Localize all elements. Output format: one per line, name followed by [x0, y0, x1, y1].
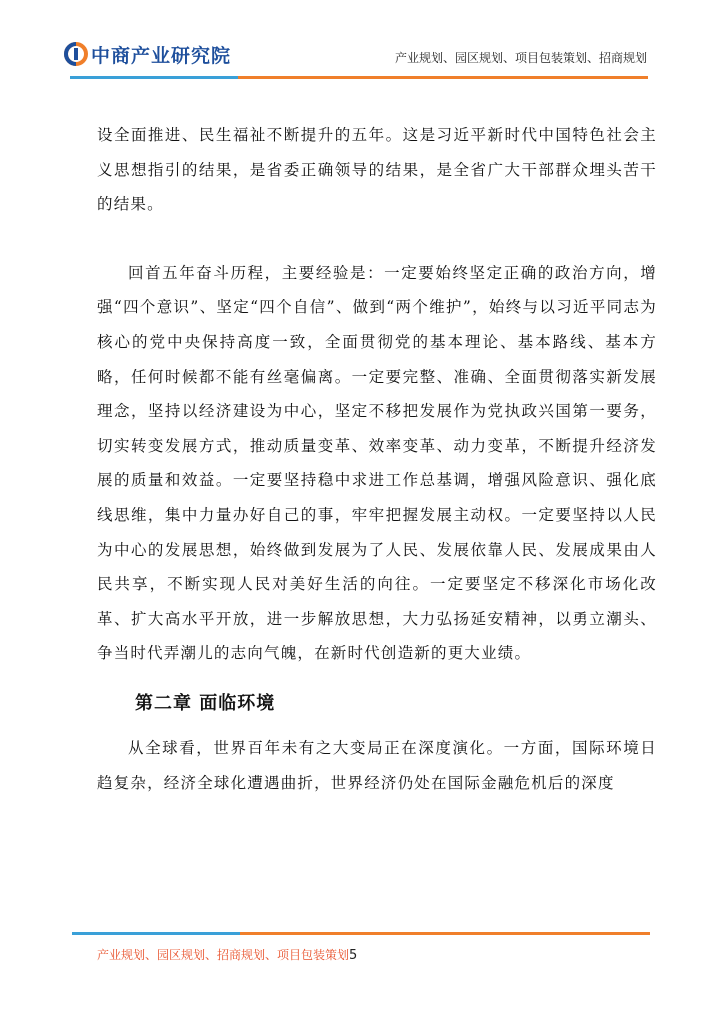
footer	[97, 946, 357, 963]
paragraph-2: 回首五年奋斗历程，主要经验是：一定要始终坚定正确的政治方向，增强“四个意识”、坚定“四个自信”、做到“两个维护”，始终与以习近平同志为核心的党中央保持高度一致，全面贯彻党的基本理论、基本路线、基本方略，任何时候都不能有丝毫偏离。一定要完整、准确、全面贯彻落实新发展理念，坚持以经济建设为中心，坚定不移把发展作为党执政兴国第一要务，切实转变发展方式，推动质量变革、效率变革、动力变革，不断提升经济发展的质量和效益。一定要坚持稳中求进工作总基调，增强风险意识、强化底线思维，集中力量办好自己的事，牢牢把握发展主动权。一定要坚持以人民为中心的发展思想，始终做到发展为了人民、发展依靠人民、发展成果由人民共享，不断实现人民对美好生活的向往。一定要坚定不移深化市场化改革、扩大高水平开放，进一步解放思想，大力弘扬延安精神，以勇立潮头、争当时代弄潮儿的志向气魄，在新时代创造新的更大业绩。	[97, 263, 657, 663]
page-number: 5	[349, 948, 358, 963]
logo-icon	[64, 42, 88, 66]
document-body	[97, 118, 657, 800]
header-divider-blue	[70, 76, 246, 79]
footer-divider-blue	[72, 932, 248, 935]
footer-divider-orange	[240, 932, 650, 935]
header-tagline: 产业规划、园区规划、项目包装策划、招商规划	[394, 51, 647, 65]
logo-text: 中商产业研究院	[91, 44, 232, 67]
paragraph-3: 从全球看，世界百年未有之大变局正在深度演化。一方面，国际环境日趋复杂，经济全球化遭遇曲折，世界经济仍处在国际金融危机后的深度	[97, 738, 657, 792]
chapter-heading: 第二章 面临环境	[135, 692, 276, 714]
header-divider-orange	[238, 76, 648, 79]
paragraph-1: 设全面推进、民生福祉不断提升的五年。这是习近平新时代中国特色社会主义思想指引的结果，是省委正确领导的结果，是全省广大干部群众埋头苦干的结果。	[97, 126, 657, 214]
footer-tagline: 产业规划、园区规划、招商规划、项目包装策划	[97, 948, 350, 962]
company-logo	[64, 40, 231, 68]
